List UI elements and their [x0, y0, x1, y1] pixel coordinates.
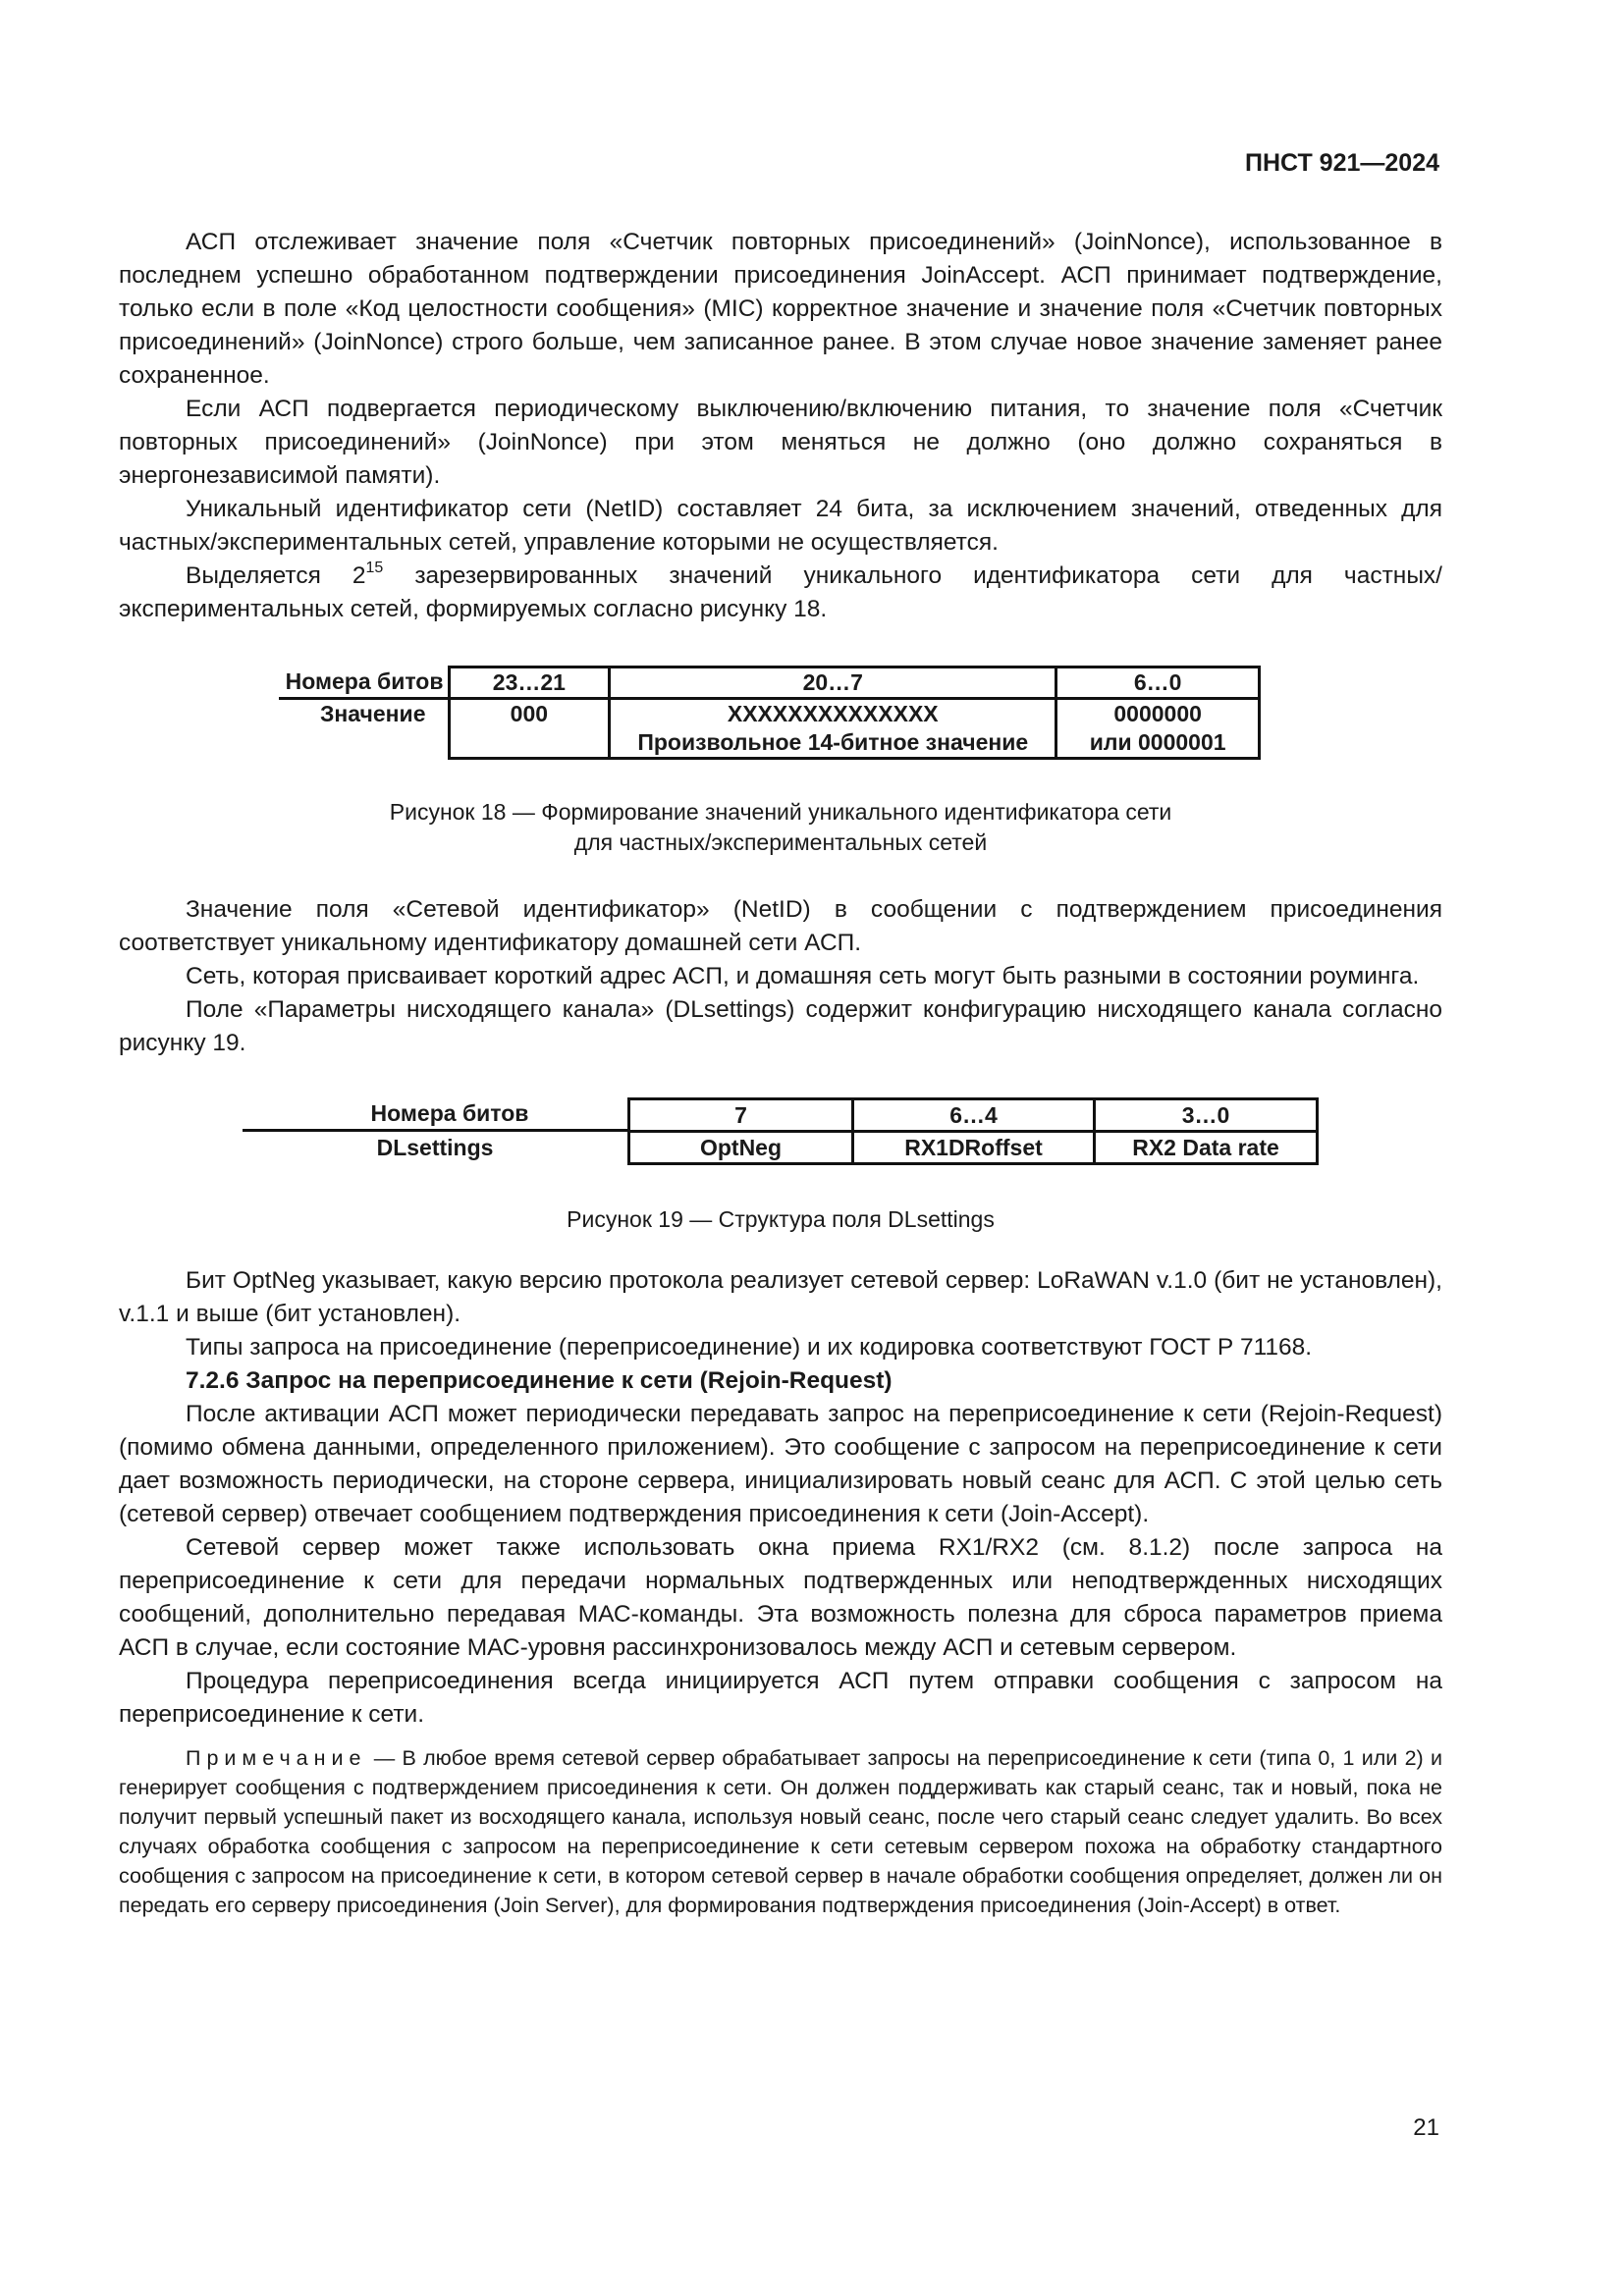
cell-low-bits: 0000000 или 0000001	[1056, 699, 1260, 759]
figure-18	[279, 666, 1261, 760]
header-23-21: 23…21	[449, 667, 610, 699]
paragraph: АСП отслеживает значение поля «Счетчик повторных присоединений» (JoinNonce), использованное в последнем успешно обработанном подтверждении присоединения JoinAccept. АСП принимает подтверждение, только если в поле «Код целостности сообщения» (MIC) корректное значение и значение поля «Счетчик повторных присоединений» (JoinNonce) строго больше, чем записанное ранее. В этом случае новое значение заменяет ранее сохраненное.	[119, 229, 1442, 389]
figure-18-caption: Рисунок 18 — Формирование значений уникального идентификатора сети для частных/экспериментальных сетей	[389, 799, 1172, 855]
figure-19	[243, 1097, 1442, 1165]
paragraph: Процедура переприсоединения всегда инициируется АСП путем отправки сообщения с запросом на переприсоединение к сети.	[119, 1668, 1442, 1728]
cell-000: 000	[449, 699, 610, 759]
header-bit-7: 7	[630, 1100, 854, 1133]
superscript: 15	[365, 559, 384, 576]
figure-18-table	[279, 666, 1261, 760]
paragraph: После активации АСП может периодически передавать запрос на переприсоединение к сети (Rejoin-Request) (помимо обмена данными, определенного приложением). Это сообщение с запросом на переприсоединение к сети дает возможность периодически, на стороне сервера, инициализировать новый сеанс для АСП. С этой целью сеть (сетевой сервер) отвечает сообщением подтверждения присоединения к сети (Join-Accept).	[119, 1401, 1442, 1527]
paragraph: Значение поля «Сетевой идентификатор» (NetID) в сообщении с подтверждением присоединения соответствует уникальному идентификатору домашней сети АСП.	[119, 896, 1442, 956]
paragraph: Сеть, которая присваивает короткий адрес АСП, и домашняя сеть могут быть разными в состоянии роуминга.	[186, 963, 1420, 989]
paragraph: Бит OptNeg указывает, какую версию протокола реализует сетевой сервер: LoRaWAN v.1.0 (бит не установлен), v.1.1 и выше (бит установлен).	[119, 1267, 1442, 1327]
row-label-bits: Номера битов	[243, 1097, 627, 1132]
row-label-value: Значение	[279, 699, 449, 759]
note-label: Примечание	[186, 1746, 367, 1770]
section-heading: 7.2.6 Запрос на переприсоединение к сети (Rejoin-Request)	[186, 1367, 893, 1394]
row-label-bits: Номера битов	[279, 667, 449, 699]
text: зарезервированных значений уникального идентификатора сети для частных/экспериментальных сетей, формируемых согласно рисунку 18.	[119, 562, 1442, 622]
note-text: — В любое время сетевой сервер обрабатывает запросы на переприсоединение к сети (типа 0, 1 или 2) и генерирует сообщения с подтверждением присоединения к сети. Он должен поддерживать как старый сеанс, так и новый, пока не получит первый успешный пакет из восходящего канала, используя новый сеанс, после чего старый сеанс следует удалить. Во всех случаях обработка сообщения с запросом на переприсоединение к сети сетевым сервером похожа на обработку стандартного сообщения с запросом на присоединение к сети, в котором сетевой сервер в начале обработки сообщения определяет, должен ли он передать его серверу присоединения (Join Server), для формирования подтверждения присоединения (Join-Accept) в ответ.	[119, 1746, 1442, 1917]
text: Выделяется 2	[186, 562, 366, 589]
header-bits-6-4: 6…4	[854, 1100, 1096, 1133]
field-rx1droffset: RX1DRoffset	[854, 1133, 1096, 1162]
row-label-dlsettings: DLsettings	[376, 1135, 494, 1160]
note	[119, 1743, 1442, 1920]
page-content	[119, 226, 1442, 1920]
page-number: 21	[1413, 2114, 1439, 2141]
paragraph: Уникальный идентификатор сети (NetID) составляет 24 бита, за исключением значений, отведенных для частных/экспериментальных сетей, управление которыми не осуществляется.	[119, 496, 1442, 556]
cell-arbitrary: XXXXXXXXXXXXXX Произвольное 14-битное значение	[610, 699, 1056, 759]
header-20-7: 20…7	[610, 667, 1056, 699]
header-6-0: 6…0	[1056, 667, 1260, 699]
figure-19-grid	[627, 1097, 1319, 1165]
document-code: ПНСТ 921—2024	[1245, 149, 1439, 177]
header-bits-3-0: 3…0	[1096, 1100, 1316, 1133]
figure-19-caption: Рисунок 19 — Структура поля DLsettings	[567, 1206, 995, 1232]
paragraph: Если АСП подвергается периодическому выключению/включению питания, то значение поля «Счетчик повторных присоединений» (JoinNonce) при этом меняться не должно (оно должно сохраняться в энергонезависимой памяти).	[119, 396, 1442, 489]
paragraph: Типы запроса на присоединение (переприсоединение) и их кодировка соответствуют ГОСТ Р 71168.	[186, 1334, 1313, 1361]
paragraph: Поле «Параметры нисходящего канала» (DLsettings) содержит конфигурацию нисходящего канала согласно рисунку 19.	[119, 996, 1442, 1056]
field-optneg: OptNeg	[630, 1133, 854, 1162]
paragraph-reserved-values	[119, 560, 1442, 626]
paragraph: Сетевой сервер может также использовать окна приема RX1/RX2 (см. 8.1.2) после запроса на переприсоединение к сети для передачи нормальных подтвержденных или неподтвержденных нисходящих сообщений, дополнительно передавая МАС-команды. Эта возможность полезна для сброса параметров приема АСП в случае, если состояние МАС-уровня рассинхронизовалось между АСП и сетевым сервером.	[119, 1534, 1442, 1661]
field-rx2-data-rate: RX2 Data rate	[1132, 1135, 1279, 1160]
